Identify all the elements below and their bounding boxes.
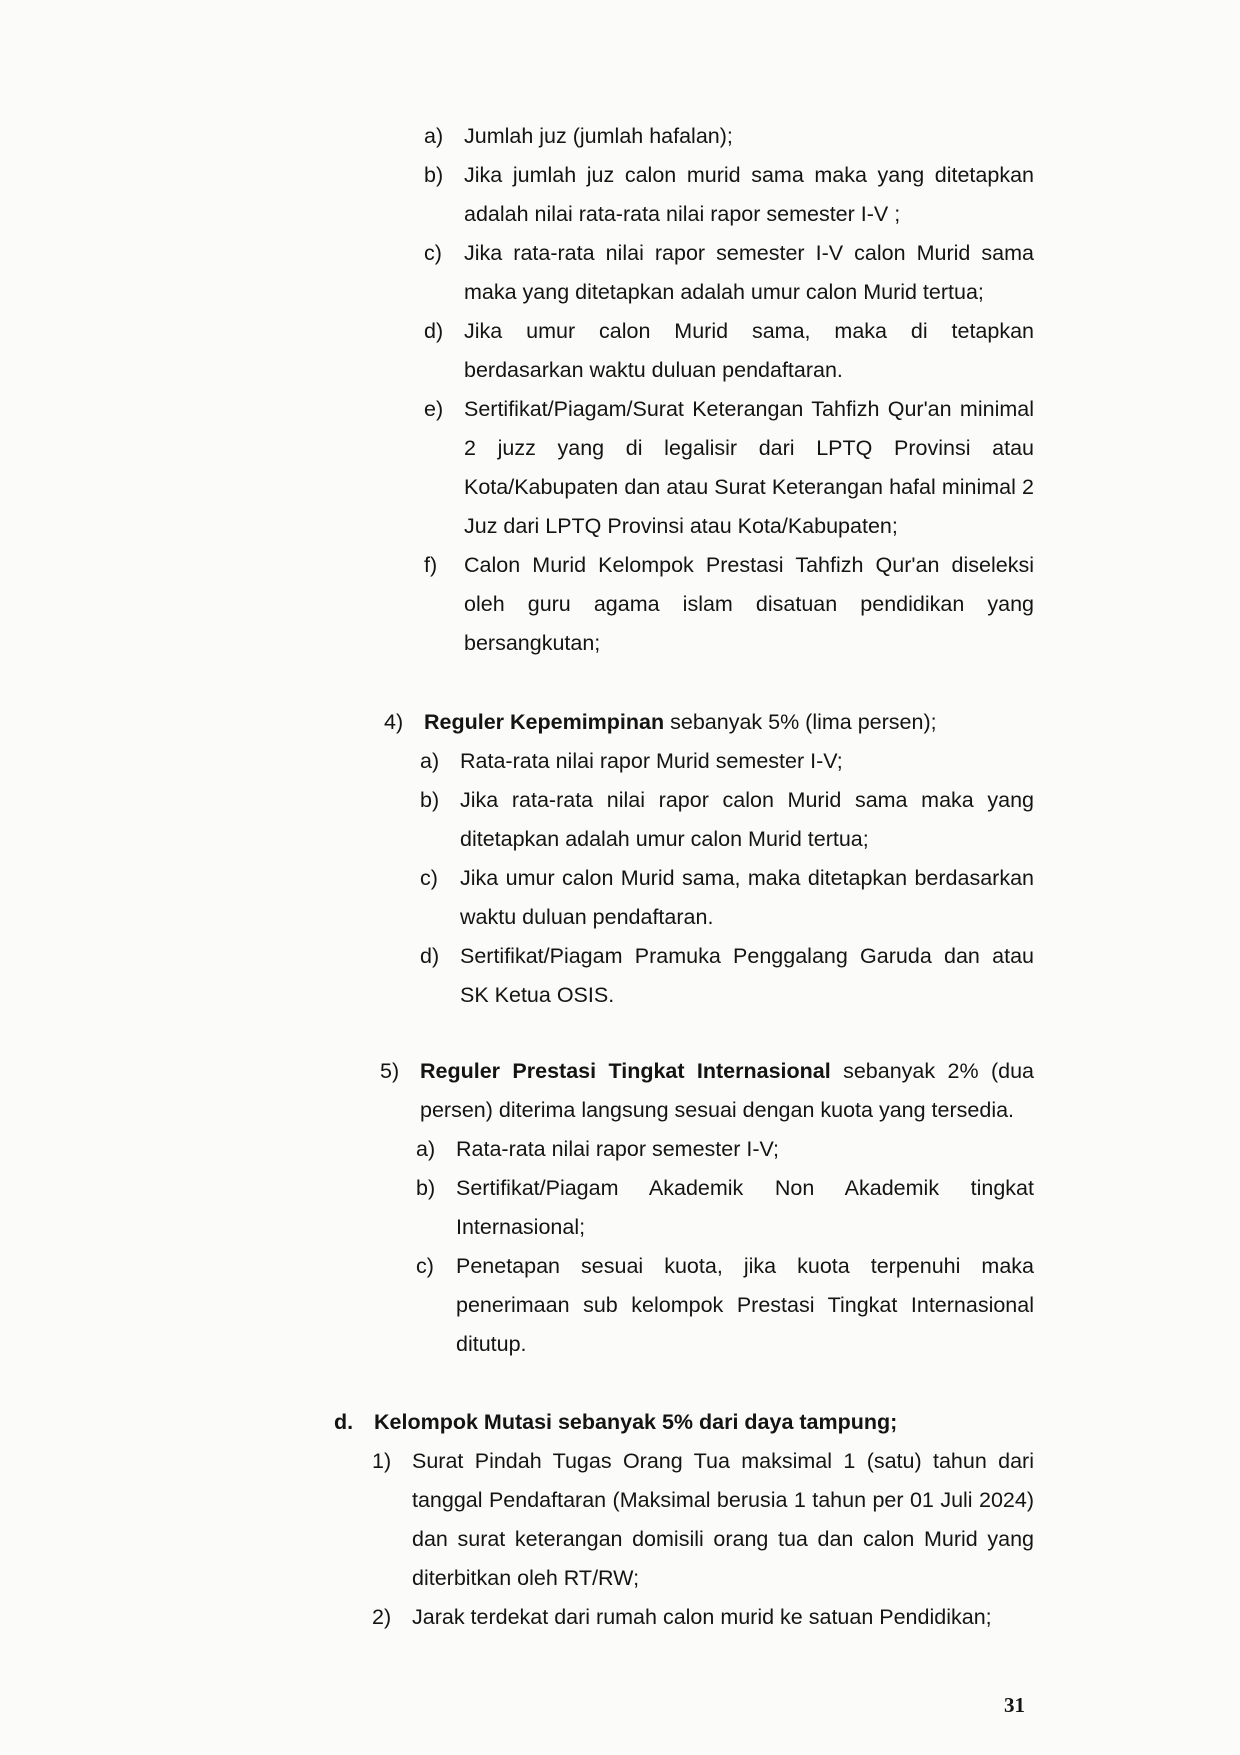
list-item (424, 546, 1034, 663)
item-text: Rata-rata nilai rapor Murid semester I-V; (460, 749, 843, 773)
list-item (416, 1247, 1034, 1364)
item-text: Rata-rata nilai rapor semester I-V; (456, 1137, 780, 1161)
item-marker: a) (416, 1137, 436, 1161)
item-text: Jumlah juz (jumlah hafalan); (464, 124, 733, 148)
list-item (420, 742, 1034, 781)
item-text: Sertifikat/Piagam Akademik Non Akademik tingkat Internasional; (456, 1176, 1034, 1239)
list-item (384, 703, 1034, 742)
list-item (424, 390, 1034, 546)
item-text: Jika rata-rata nilai rapor calon Murid sama maka yang ditetapkan adalah umur calon Murid tertua; (460, 788, 1034, 851)
item-marker: 2) (372, 1605, 392, 1629)
item-marker: e) (424, 397, 444, 421)
item-marker: f) (424, 553, 438, 577)
list-item (420, 781, 1034, 859)
item-marker: c) (424, 241, 442, 265)
section-heading (334, 1403, 1034, 1442)
item-text: Penetapan sesuai kuota, jika kuota terpenuhi maka penerimaan sub kelompok Prestasi Tingkat Internasional ditutup. (456, 1254, 1034, 1356)
list-item (424, 156, 1034, 234)
item-marker: 5) (380, 1059, 400, 1083)
item-marker: a) (424, 124, 444, 148)
list-item (420, 937, 1034, 1015)
list-item (372, 1442, 1034, 1598)
item-marker: 1) (372, 1449, 392, 1473)
item-text-rest: sebanyak 5% (lima persen); (664, 710, 937, 734)
item-marker: a) (420, 749, 440, 773)
list-item (380, 1052, 1034, 1130)
item-marker: c) (416, 1254, 434, 1278)
item-marker: 4) (384, 710, 404, 734)
item-marker: b) (424, 163, 444, 187)
list-item (420, 859, 1034, 937)
list-item (424, 117, 1034, 156)
page-number: 31 (1004, 1693, 1025, 1717)
item-text: Surat Pindah Tugas Orang Tua maksimal 1 (satu) tahun dari tanggal Pendaftaran (Maksimal berusia 1 tahun per 01 Juli 2024) dan surat keterangan domisili orang tua dan calon Murid yang diterbitkan oleh RT/RW; (412, 1449, 1034, 1590)
item-text: Sertifikat/Piagam/Surat Keterangan Tahfizh Qur'an minimal 2 juzz yang di legalisir dari LPTQ Provinsi atau Kota/Kabupaten dan atau Surat Keterangan hafal minimal 2 Juz dari LPTQ Provinsi atau Kota/Kabupaten; (464, 397, 1034, 538)
item-text: Sertifikat/Piagam Pramuka Penggalang Garuda dan atau SK Ketua OSIS. (460, 944, 1034, 1007)
item-heading: Reguler Prestasi Tingkat Internasional (420, 1059, 831, 1083)
item-text (424, 703, 1034, 742)
item-marker: b) (420, 788, 440, 812)
item-text: Jika umur calon Murid sama, maka ditetapkan berdasarkan waktu duluan pendaftaran. (460, 866, 1034, 929)
item-marker: d) (424, 319, 444, 343)
item-marker: c) (420, 866, 438, 890)
list-item (424, 312, 1034, 390)
list-item (372, 1598, 1034, 1637)
section-title: Kelompok Mutasi sebanyak 5% dari daya tampung; (374, 1410, 898, 1434)
item-text-rest: sebanyak 2% (dua persen) diterima langsung sesuai dengan kuota yang tersedia. (420, 1059, 1034, 1122)
item-text: Jika umur calon Murid sama, maka di tetapkan berdasarkan waktu duluan pendaftaran. (464, 319, 1034, 382)
item-text: Jarak terdekat dari rumah calon murid ke satuan Pendidikan; (412, 1605, 992, 1629)
list-item (416, 1169, 1034, 1247)
section-marker: d. (334, 1410, 354, 1434)
item-text: Calon Murid Kelompok Prestasi Tahfizh Qur'an diseleksi oleh guru agama islam disatuan pendidikan yang bersangkutan; (464, 553, 1034, 655)
item-text (420, 1052, 1034, 1130)
item-heading: Reguler Kepemimpinan (424, 710, 665, 734)
item-text: Jika rata-rata nilai rapor semester I-V calon Murid sama maka yang ditetapkan adalah umur calon Murid tertua; (464, 241, 1034, 304)
item-text: Jika jumlah juz calon murid sama maka yang ditetapkan adalah nilai rata-rata nilai rapor semester I-V ; (464, 163, 1034, 226)
item-marker: d) (420, 944, 440, 968)
list-item (416, 1130, 1034, 1169)
item-marker: b) (416, 1176, 436, 1200)
list-item (424, 234, 1034, 312)
